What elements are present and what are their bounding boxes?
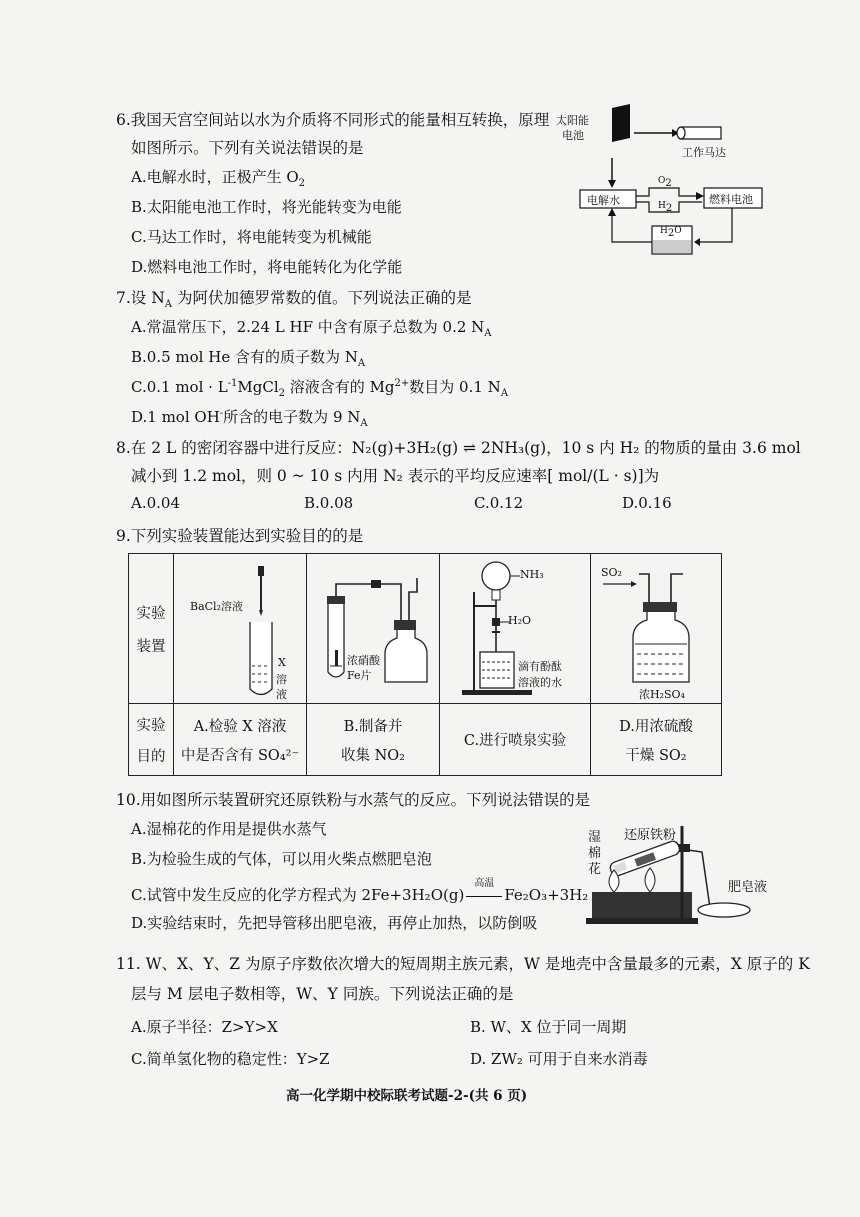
q8-option-c: C.0.12: [474, 494, 524, 512]
q6-option-c: C.马达工作时，将电能转变为机械能: [131, 228, 372, 246]
conc-hno3-label: 浓硝酸: [347, 654, 380, 667]
q6-stem-line2: 如图所示。下列有关说法错误的是: [131, 139, 364, 157]
q6-stem-line1: 6.我国天宫空间站以水为介质将不同形式的能量相互转换，原理: [116, 111, 550, 129]
o2-label: $O_2$: [658, 176, 672, 189]
apparatus-c: [440, 554, 591, 704]
fe-label: Fe片: [347, 669, 372, 682]
q6-option-d: D.燃料电池工作时，将电能转化为化学能: [131, 258, 403, 276]
q11-option-b: B. W、X 位于同一周期: [470, 1018, 627, 1036]
solution-label-2: 液: [276, 688, 287, 701]
q7-option-b: B.0.5 mol He 含有的质子数为 $N_A$: [131, 348, 366, 369]
motor-label: 工作马达: [682, 146, 726, 159]
fuel-cell-label: 燃料电池: [709, 193, 753, 206]
solar-label-2: 电池: [562, 129, 584, 142]
purpose-a: A.检验 X 溶液 中是否含有 SO₄²⁻: [174, 704, 307, 776]
q7-option-c: C.0.1 mol · $L^{-1}MgCl_2$ 溶液含有的 $Mg^{2+}$数目为 0.1 $N_A$: [131, 378, 509, 399]
phenolphthalein-label-2: 溶液的水: [518, 676, 562, 689]
q10-option-a: A.湿棉花的作用是提供水蒸气: [131, 820, 327, 838]
nh3-label: NH₃: [520, 568, 544, 581]
page-footer: 高一化学期中校际联考试题-2-(共 6 页): [286, 1088, 528, 1104]
motor-icon: [681, 127, 721, 139]
so2-label: SO₂: [601, 566, 622, 579]
row-header-purpose: 实验 目的: [129, 704, 174, 776]
solar-panel-icon: [612, 104, 630, 142]
q8-option-d: D.0.16: [622, 494, 672, 512]
iron-powder-label: 还原铁粉: [624, 828, 677, 843]
phenolphthalein-label-1: 滴有酚酞: [518, 660, 562, 673]
bacl2-label: BaCl₂溶液: [190, 600, 243, 613]
conc-h2so4-label: 浓H₂SO₄: [639, 688, 685, 701]
wet-cotton-label-3: 花: [588, 862, 602, 877]
apparatus-a: [174, 554, 307, 704]
x-label: X: [278, 656, 286, 669]
q8-line2: 减小到 1.2 mol，则 0 ~ 10 s 内用 N₂ 表示的平均反应速率[ mol/(L · s)]为: [131, 467, 660, 485]
q8-option-a: A.0.04: [131, 494, 180, 512]
q6-option-b: B.太阳能电池工作时，将光能转变为电能: [131, 198, 402, 216]
q6-option-a: A.电解水时，正极产生 $O_2$: [131, 168, 306, 189]
q7-option-d: D.1 mol OH-所含的电子数为 9 $N_A$: [131, 408, 368, 429]
q11-option-c: C.简单氢化物的稳定性：Y>Z: [131, 1050, 330, 1068]
electrolysis-label: 电解水: [587, 194, 620, 207]
wet-cotton-label-1: 湿: [588, 830, 602, 845]
purpose-c: C.进行喷泉实验: [440, 704, 591, 776]
purpose-d: D.用浓硫酸 干燥 SO₂: [591, 704, 722, 776]
row-header-apparatus: 实验 装置: [129, 554, 174, 704]
q11-line2: 层与 M 层电子数相等，W、Y 同族。下列说法正确的是: [131, 985, 514, 1003]
wet-cotton-label-2: 棉: [588, 846, 602, 861]
q10-option-b: B.为检验生成的气体，可以用火柴点燃肥皂泡: [131, 850, 432, 868]
q9-experiment-table: [128, 553, 722, 776]
q8-option-b: B.0.08: [304, 494, 354, 512]
q7-stem: 7.设 $N_A$ 为阿伏加德罗常数的值。下列说法正确的是: [116, 289, 472, 311]
q9-stem: 9.下列实验装置能达到实验目的的是: [116, 527, 364, 545]
apparatus-b: [307, 554, 440, 704]
q7-option-a: A.常温常压下，2.24 L HF 中含有原子总数为 0.2 $N_A$: [131, 318, 492, 339]
q8-line1: 8.在 2 L 的密闭容器中进行反应：N₂(g)+3H₂(g) ⇌ 2NH₃(g)，10 s 内 H₂ 的物质的量由 3.6 mol: [116, 439, 801, 457]
q10-option-c: C.试管中发生反应的化学方程式为 2Fe+3H₂O(g) 高温 Fe₂O₃+3H₂: [131, 878, 589, 904]
q11-line1: 11. W、X、Y、Z 为原子序数依次增大的短周期主族元素，W 是地壳中含量最多的元素，X 原子的 K: [116, 955, 810, 973]
q6-energy-diagram: [554, 100, 774, 260]
apparatus-d: [591, 554, 722, 704]
q11-option-a: A.原子半径：Z>Y>X: [131, 1018, 278, 1036]
q10-stem: 10.用如图所示装置研究还原铁粉与水蒸气的反应。下列说法错误的是: [116, 791, 591, 809]
q10-iron-steam-diagram: [584, 822, 780, 928]
solar-label: 太阳能: [556, 114, 589, 127]
h2o-label: H₂O: [508, 614, 532, 627]
soap-solution-label: 肥皂液: [728, 880, 768, 895]
q10-option-d: D.实验结束时，先把导管移出肥皂液，再停止加热，以防倒吸: [131, 914, 538, 932]
h2-label: $H_2$: [658, 201, 673, 214]
q11-option-d: D. ZW₂ 可用于自来水消毒: [470, 1050, 648, 1068]
solution-label-1: 溶: [276, 673, 287, 686]
h2o-label: $H_2O$: [660, 226, 682, 239]
purpose-b: B.制备并 收集 NO₂: [307, 704, 440, 776]
